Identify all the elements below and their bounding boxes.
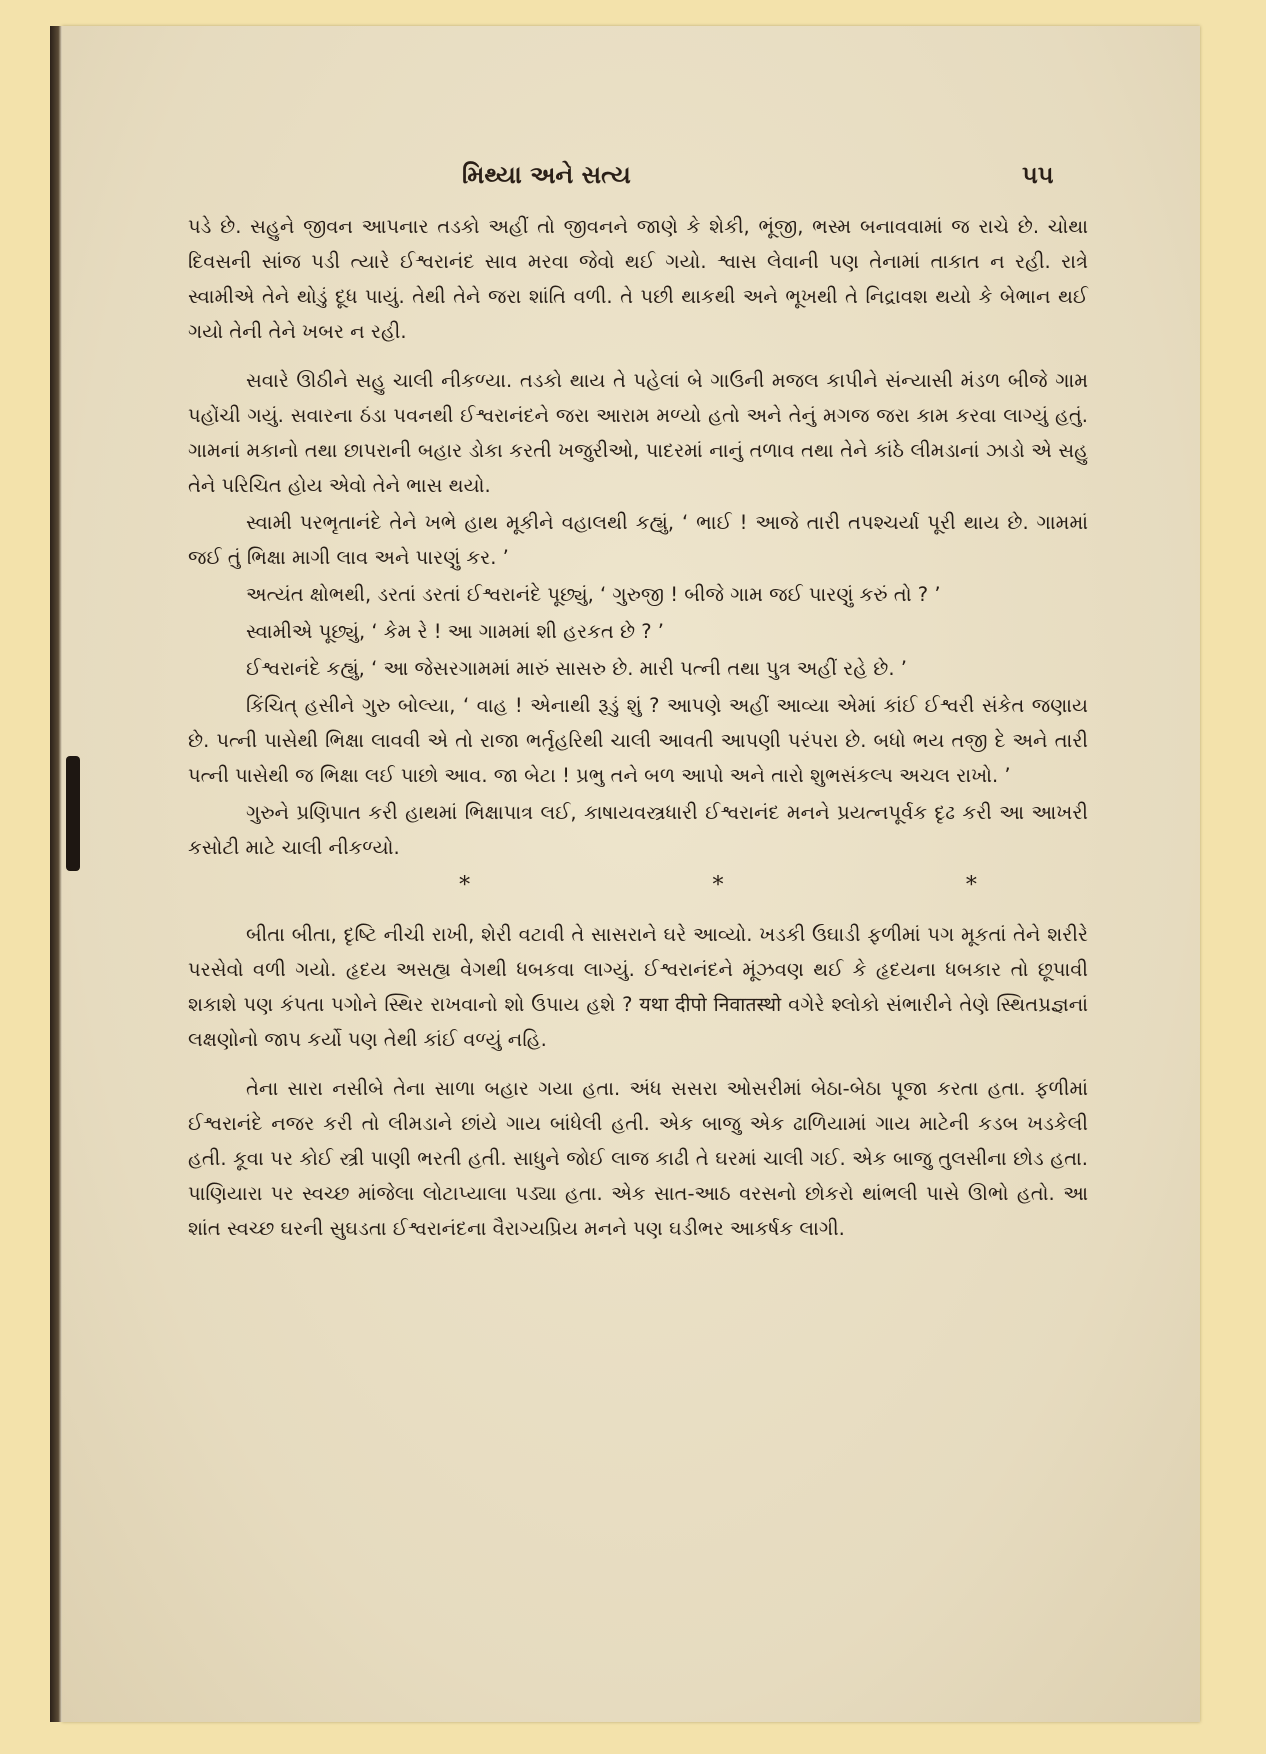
paragraph-5: સ્વામીએ પૂછ્યું, ‘ કેમ રે ! આ ગામમાં શી હરકત છે ? ’: [246, 620, 664, 643]
running-head: [62, 156, 1200, 196]
paragraph-9: બીતા બીતા, દૃષ્ટિ નીચી રાખી, શેરી વટાવી તે સાસરાને ઘરે આવ્યો. ખડકી ઉઘાડી ફળીમાં પગ મૂકતાં તેને શરીરે પરસેવો વળી ગયો. હૃદય અસહ્ય વેગથી ધબકવા લાગ્યું. ઈશ્વરાનંદને મૂંઝવણ થઈ કે હૃદયના ધબકાર તો છૂપાવી શકાશે પણ કંપતા પગોને સ્થિર રાખવાનો શો ઉપાય હશે ? यथा दीपो निवातस्थो વગેરે શ્લોકો સંભારીને તેણે સ્થિતપ્રજ્ઞનાં લક્ષણોનો જાપ કર્યો પણ તેથી કાંઈ વળ્યું નહિ.: [188, 923, 1088, 1051]
paragraph-2: સવારે ઊઠીને સહુ ચાલી નીકળ્યા. તડકો થાય તે પહેલાં બે ગાઉની મજલ કાપીને સંન્યાસી મંડળ બીજે ગામ પહોંચી ગયું. સવારના ઠંડા પવનથી ઈશ્વરાનંદને જરા આરામ મળ્યો હતો અને તેનું મગજ જરા કામ કરવા લાગ્યું હતું. ગામનાં મકાનો તથા છાપરાની બહાર ડોકા કરતી ખજુરીઓ, પાદરમાં નાનું તળાવ તથા તેને કાંઠે લીમડાનાં ઝાડો એ સહુ તેને પરિચિત હોય એવો તેને ભાસ થયો.: [188, 369, 1088, 497]
separator-star: *: [712, 873, 724, 898]
paragraph-1: પડે છે. સહુને જીવન આપનાર તડકો અહીં તો જીવનને જાણે કે શેકી, ભૂંજી, ભસ્મ બનાવવામાં જ રાચે છે. ચોથા દિવસની સાંજ પડી ત્યારે ઈશ્વરાનંદ સાવ મરવા જેવો થઈ ગયો. શ્વાસ લેવાની પણ તેનામાં તાકાત ન રહી. રાત્રે સ્વામીએ તેને થોડું દૂધ પાયું. તેથી તેને જરા શાંતિ વળી. તે પછી થાકથી અને ભૂખથી તે નિદ્રાવશ થયો કે બેભાન થઈ ગયો તેની તેને ખબર ન રહી.: [188, 215, 1088, 343]
page-number: ૫૫: [1022, 160, 1054, 189]
paragraph-6: ઈશ્વરાનંદે કહ્યું, ‘ આ જેસરગામમાં મારું સાસરુ છે. મારી પત્ની તથા પુત્ર અહીં રહે છે. ’: [246, 657, 907, 680]
separator-star: *: [965, 873, 977, 898]
paragraph-8: ગુરુને પ્રણિપાત કરી હાથમાં ભિક્ષાપાત્ર લઈ, કાષાયવસ્ત્રધારી ઈશ્વરાનંદ મનને પ્રયત્નપૂર્વક દૃઢ કરી આ આખરી કસોટી માટે ચાલી નીકળ્યો.: [188, 801, 1088, 859]
paragraph-3: સ્વામી પરભૃતાનંદે તેને ખભે હાથ મૂકીને વહાલથી કહ્યું, ‘ ભાઈ ! આજે તારી તપશ્ચર્યા પૂરી થાય છે. ગામમાં જઈ તું ભિક્ષા માગી લાવ અને પારણું કર. ’: [188, 511, 1088, 569]
paragraph-4: અત્યંત ક્ષોભથી, ડરતાં ડરતાં ઈશ્વરાનંદે પૂછ્યું, ‘ ગુરુજી ! બીજે ગામ જઈ પારણું કરું તો ? ’: [246, 583, 941, 606]
separator-star: *: [459, 873, 471, 898]
paragraph-7: કિંચિત્ હસીને ગુરુ બોલ્યા, ‘ વાહ ! એનાથી રૂડું શું ? આપણે અહીં આવ્યા એમાં કાંઈ ઈશ્વરી સંકેત જણાય છે. પત્ની પાસેથી ભિક્ષા લાવવી એ તો રાજા ભર્તૃહરિથી ચાલી આવતી આપણી પરંપરા છે. બધો ભય તજી દે અને તારી પત્ની પાસેથી જ ભિક્ષા લઈ પાછો આવ. જા બેટા ! પ્રભુ તને બળ આપો અને તારો શુભસંકલ્પ અચલ રાખો. ’: [188, 694, 1088, 787]
binding-tear-mark: [66, 756, 80, 871]
section-separator: [338, 871, 1098, 901]
body-text: [188, 209, 1088, 1260]
book-page: [62, 26, 1200, 1722]
paragraph-10: તેના સારા નસીબે તેના સાળા બહાર ગયા હતા. અંધ સસરા ઓસરીમાં બેઠા-બેઠા પૂજા કરતા હતા. ફળીમાં ઈશ્વરાનંદે નજર કરી તો લીમડાને છાંયે ગાય બાંધેલી હતી. એક બાજુ એક ઢાળિયામાં ગાય માટેની કડબ ખડકેલી હતી. કૂવા પર કોઈ સ્ત્રી પાણી ભરતી હતી. સાધુને જોઈ લાજ કાઢી તે ઘરમાં ચાલી ગઈ. એક બાજુ તુલસીના છોડ હતા. પાણિયારા પર સ્વચ્છ માંજેલા લોટાપ્યાલા પડ્યા હતા. એક સાત-આઠ વરસનો છોકરો થાંભલી પાસે ઊભો હતો. આ શાંત સ્વચ્છ ઘરની સુઘડતા ઈશ્વરાનંદના વૈરાગ્યપ્રિય મનને પણ ઘડીભર આકર્ષક લાગી.: [188, 1077, 1088, 1240]
running-title: મિથ્યા અને સત્ય: [462, 160, 631, 189]
